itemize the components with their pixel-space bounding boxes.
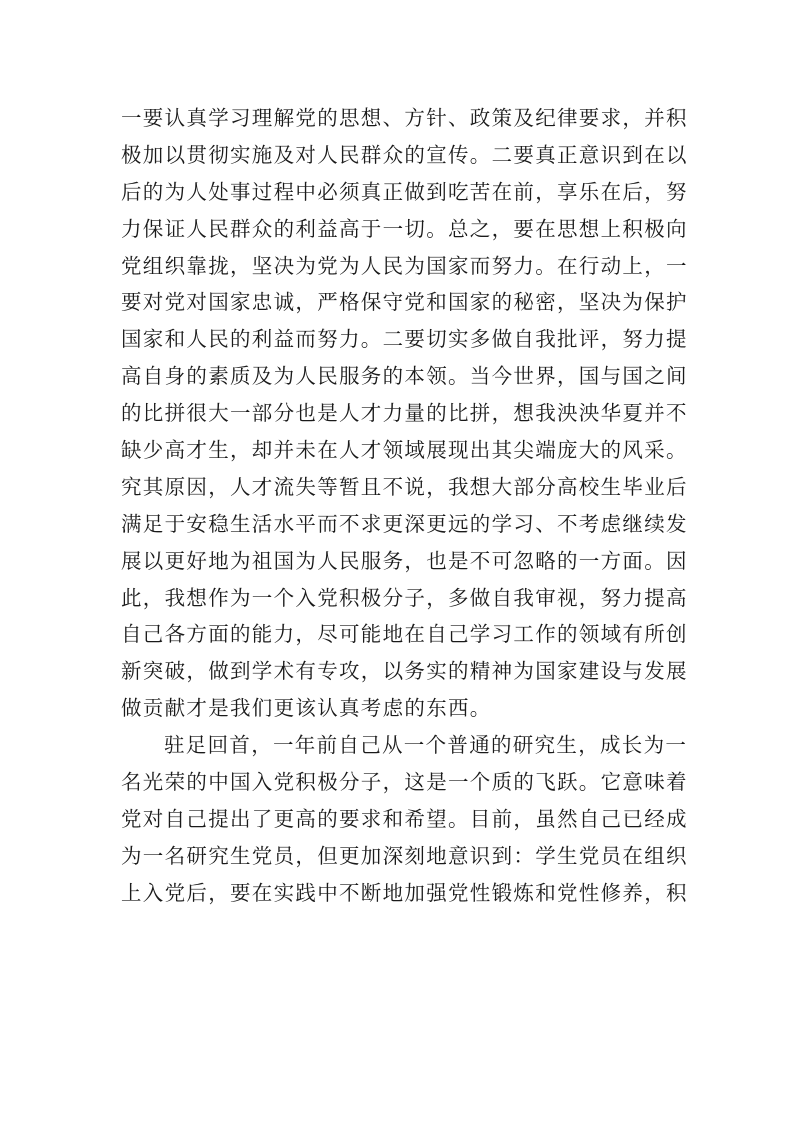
- text-line: 党组织靠拢，坚决为党为人民为国家而努力。在行动上，一: [121, 253, 688, 278]
- text-line: 新突破，做到学术有专攻，以务实的精神为国家建设与发展: [121, 659, 688, 684]
- text-line: 为一名研究生党员，但更加深刻地意识到：学生党员在组织: [121, 843, 688, 868]
- text-line: 党对自己提出了更高的要求和希望。目前，虽然自己已经成: [121, 806, 688, 831]
- text-line: 展以更好地为祖国为人民服务，也是不可忽略的一方面。因: [121, 548, 688, 573]
- text-line: 究其原因，人才流失等暂且不说，我想大部分高校生毕业后: [121, 474, 688, 499]
- text-line: 自己各方面的能力，尽可能地在自己学习工作的领域有所创: [121, 622, 688, 647]
- text-line: 极加以贯彻实施及对人民群众的宣传。二要真正意识到在以: [121, 142, 688, 167]
- text-line: 名光荣的中国入党积极分子，这是一个质的飞跃。它意味着: [121, 770, 688, 795]
- text-line: 国家和人民的利益而努力。二要切实多做自我批评，努力提: [121, 327, 688, 352]
- text-line: 的比拼很大一部分也是人才力量的比拼，想我泱泱华夏并不: [121, 401, 688, 426]
- text-line: 后的为人处事过程中必须真正做到吃苦在前，享乐在后，努: [121, 179, 688, 204]
- text-line: 满足于安稳生活水平而不求更深更远的学习、不考虑继续发: [121, 511, 688, 536]
- text-line: 高自身的素质及为人民服务的本领。当今世界，国与国之间: [121, 364, 688, 389]
- text-line: 缺少高才生，却并未在人才领域展现出其尖端庞大的风采。: [121, 438, 688, 463]
- text-line: 一要认真学习理解党的思想、方针、政策及纪律要求，并积: [121, 106, 688, 130]
- body-text: [121, 100, 688, 912]
- text-line: 此，我想作为一个入党积极分子，多做自我审视，努力提高: [121, 585, 688, 610]
- text-line: 上入党后，要在实践中不断地加强党性锻炼和党性修养，积: [121, 880, 688, 905]
- text-line: 要对党对国家忠诚，严格保守党和国家的秘密，坚决为保护: [121, 290, 688, 315]
- paragraph-first-line: 驻足回首，一年前自己从一个普通的研究生，成长为一: [164, 733, 688, 758]
- text-line: 做贡献才是我们更该认真考虑的东西。: [121, 696, 492, 721]
- text-line: 力保证人民群众的利益高于一切。总之，要在思想上积极向: [121, 216, 688, 241]
